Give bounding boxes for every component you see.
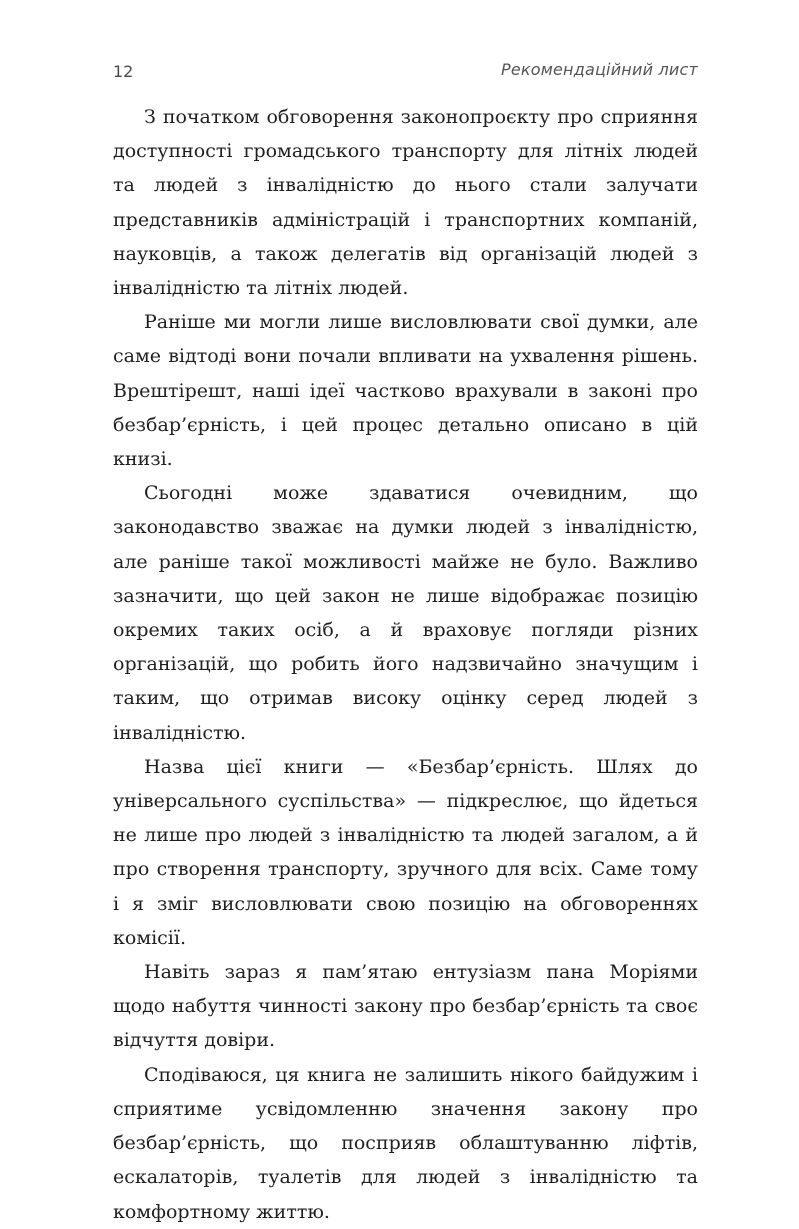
page-header: [113, 58, 698, 86]
page-number: 12: [113, 62, 134, 81]
paragraph: Назва цієї книги — «Безбар’єрність. Шлях до універсального суспільства» — підкреслює, що йдеться не лише про людей з інвалідністю та людей загалом, а й про створення транспорту, зручного для всіх. Саме тому і я зміг висловлювати свою позицію на обговореннях комісії.: [113, 755, 698, 949]
paragraph: Сьогодні може здаватися очевидним, що законодавство зважає на думки людей з інвалідністю, але раніше такої можливості майже не було. Важливо зазначити, що цей закон не лише відображає позицію окремих таких осіб, а й враховує погляди різних організацій, що робить його надзвичайно значущим і таким, що отримав високу оцінку серед людей з інвалідністю.: [113, 482, 698, 744]
running-title: Рекомендаційний лист: [500, 60, 698, 79]
paragraph: З початком обговорення законопроєкту про сприяння доступності громадського транспорту для літніх людей та людей з інвалідністю до нього стали залучати представників адміністрацій і транспортних компаній, науковців, а також делегатів від організацій людей з інвалідністю та літніх людей.: [113, 106, 698, 300]
paragraph: Раніше ми могли лише висловлювати свої думки, але саме відтоді вони почали впливати на ухвалення рішень. Врештірешт, наші ідеї частково врахували в законі про безбар’єрність, і цей процес детально описано в цій книзі.: [113, 311, 698, 471]
paragraph: Сподіваюся, ця книга не залишить нікого байдужим і сприятиме усвідомленню значення закону про безбар’єрність, що посприяв облаштуванню ліфтів, ескалаторів, туалетів для людей з інвалідністю та комфортному життю.: [113, 1063, 698, 1223]
body-text: [113, 100, 698, 1229]
paragraph: Навіть зараз я пам’ятаю ентузіазм пана Моріями щодо набуття чинності закону про безбар’єрність та своє відчуття довіри.: [113, 961, 698, 1052]
